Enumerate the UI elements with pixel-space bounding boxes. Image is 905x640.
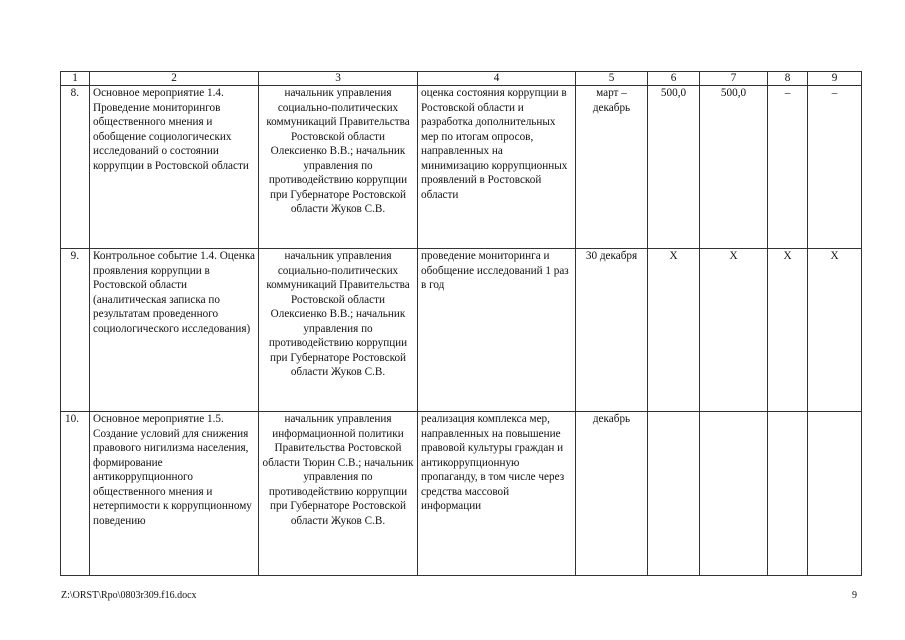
measure-title: Контрольное событие 1.4. Оценка проявления коррупции в Ростовской области (аналитическая записка по результатам проведенного социологического исследования) <box>90 249 259 412</box>
value-cell-6 <box>648 412 700 576</box>
responsible-persons: начальник управления информационной политики Правительства Ростовской области Тюрин С.В.; начальник управления по противодействию коррупции при Губернаторе Ростовской области Жуков С.В. <box>259 412 418 576</box>
header-cell: 3 <box>259 72 418 86</box>
responsible-persons: начальник управления социально-политических коммуникаций Правительства Ростовской области Олексиенко В.В.; начальник управления по противодействию коррупции при Губернаторе Ростовской области Жуков С.В. <box>259 249 418 412</box>
header-cell: 5 <box>576 72 648 86</box>
value-cell-8 <box>768 412 808 576</box>
value-cell-9 <box>808 412 862 576</box>
table-header-row <box>61 72 862 86</box>
value-cell-7 <box>700 412 768 576</box>
footer-file-path: Z:\ORST\Rpo\0803r309.f16.docx <box>61 590 197 601</box>
header-cell: 4 <box>418 72 576 86</box>
row-number: 8. <box>61 86 90 249</box>
term-cell: декабрь <box>576 412 648 576</box>
value-cell-6: Х <box>648 249 700 412</box>
footer-page-number: 9 <box>852 590 857 601</box>
value-cell-9: – <box>808 86 862 249</box>
table-row <box>61 86 862 249</box>
header-cell: 1 <box>61 72 90 86</box>
expected-result: реализация комплекса мер, направленных на повышение правовой культуры граждан и антикоррупционную пропаганду, в том числе через средства массовой информации <box>418 412 576 576</box>
expected-result: проведение мониторинга и обобщение исследований 1 раз в год <box>418 249 576 412</box>
measures-table <box>60 71 862 576</box>
responsible-persons: начальник управления социально-политических коммуникаций Правительства Ростовской области Олексиенко В.В.; начальник управления по противодействию коррупции при Губернаторе Ростовской области Жуков С.В. <box>259 86 418 249</box>
header-cell: 8 <box>768 72 808 86</box>
value-cell-7: 500,0 <box>700 86 768 249</box>
table-row <box>61 249 862 412</box>
header-cell: 7 <box>700 72 768 86</box>
term-cell: 30 декабря <box>576 249 648 412</box>
header-cell: 6 <box>648 72 700 86</box>
header-cell: 2 <box>90 72 259 86</box>
value-cell-6: 500,0 <box>648 86 700 249</box>
expected-result: оценка состояния коррупции в Ростовской области и разработка дополнительных мер по итогам опросов, направленных на минимизацию коррупционных проявлений в Ростовской области <box>418 86 576 249</box>
value-cell-8: Х <box>768 249 808 412</box>
measure-title: Основное мероприятие 1.5. Создание условий для снижения правового нигилизма населения, формирование антикоррупционного общественного мнения и нетерпимости к коррупционному поведению <box>90 412 259 576</box>
header-cell: 9 <box>808 72 862 86</box>
measure-title: Основное мероприятие 1.4. Проведение мониторингов общественного мнения и обобщение социологических исследований о состоянии коррупции в Ростовской области <box>90 86 259 249</box>
value-cell-8: – <box>768 86 808 249</box>
value-cell-9: Х <box>808 249 862 412</box>
value-cell-7: Х <box>700 249 768 412</box>
row-number: 10. <box>61 412 90 576</box>
row-number: 9. <box>61 249 90 412</box>
table-row <box>61 412 862 576</box>
term-cell: март – декабрь <box>576 86 648 249</box>
